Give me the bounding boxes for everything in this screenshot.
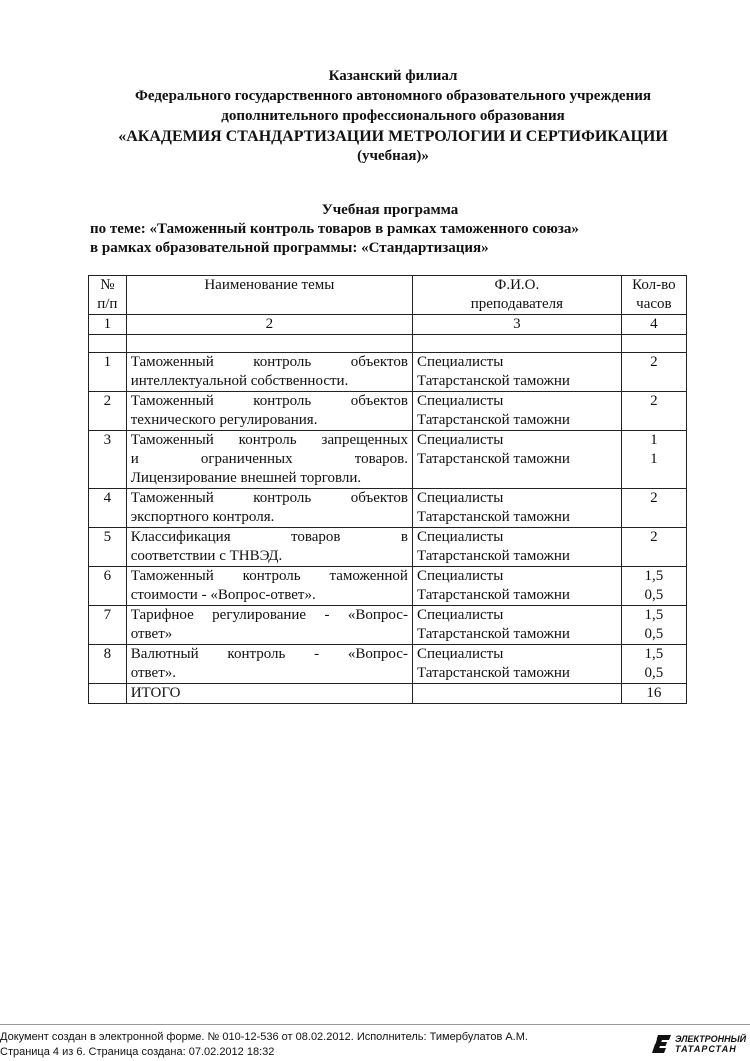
empty-cell bbox=[89, 335, 127, 353]
col-number: 2 bbox=[126, 315, 412, 335]
row-number: 4 bbox=[89, 489, 127, 528]
teacher-line: Специалисты bbox=[416, 432, 504, 448]
topic-line: Таможенный контроль объектов bbox=[130, 354, 408, 370]
teacher-line: Специалисты bbox=[416, 393, 504, 409]
teacher-line: Специалисты bbox=[416, 490, 504, 506]
empty-cell bbox=[89, 684, 127, 704]
topic-line: ответ». bbox=[130, 665, 177, 681]
header-num-sublabel: п/п bbox=[97, 296, 118, 312]
table-row bbox=[89, 431, 687, 489]
topic-line: Лицензирование внешней торговли. bbox=[130, 470, 362, 486]
row-topic bbox=[126, 353, 412, 392]
topic-line: Таможенный контроль запрещенных bbox=[130, 432, 408, 448]
row-hours bbox=[621, 528, 686, 567]
table-row bbox=[89, 606, 687, 645]
document-header bbox=[0, 66, 750, 166]
row-teacher bbox=[412, 489, 621, 528]
program-heading bbox=[90, 201, 690, 258]
row-hours bbox=[621, 392, 686, 431]
teacher-line: Татарстанской таможни bbox=[416, 548, 570, 564]
topic-line: Классификация товаров в bbox=[130, 529, 408, 545]
spacer-row bbox=[89, 335, 687, 353]
electronic-tatarstan-logo-icon bbox=[652, 1033, 672, 1055]
header-institution: Федерального государственного автономного образовательного учреждения bbox=[135, 88, 651, 104]
logo-line1: ЭЛЕКТРОННЫЙ bbox=[675, 1034, 747, 1044]
table-row bbox=[89, 489, 687, 528]
topic-line: экспортного контроля. bbox=[130, 509, 275, 525]
topic-line: и ограниченных товаров. bbox=[130, 451, 408, 467]
header-num-label: № bbox=[100, 277, 115, 293]
topic-line: Таможенный контроль объектов bbox=[130, 490, 408, 506]
row-topic bbox=[126, 489, 412, 528]
header-hours-cell bbox=[621, 276, 686, 315]
header-topic-label: Наименование темы bbox=[204, 277, 335, 293]
teacher-line: Специалисты bbox=[416, 568, 504, 584]
row-topic bbox=[126, 431, 412, 489]
page-footer bbox=[0, 1030, 620, 1060]
header-education-type: дополнительного профессионального образования bbox=[221, 108, 565, 124]
empty-cell bbox=[412, 684, 621, 704]
total-row bbox=[89, 684, 687, 704]
row-number: 8 bbox=[89, 645, 127, 684]
teacher-line: Татарстанской таможни bbox=[416, 451, 570, 467]
teacher-line: Татарстанской таможни bbox=[416, 373, 570, 389]
hours-value: 1 bbox=[650, 432, 658, 448]
row-number: 6 bbox=[89, 567, 127, 606]
hours-value: 2 bbox=[650, 490, 658, 506]
row-teacher bbox=[412, 431, 621, 489]
row-teacher bbox=[412, 353, 621, 392]
table-row bbox=[89, 645, 687, 684]
row-topic bbox=[126, 528, 412, 567]
empty-cell bbox=[621, 335, 686, 353]
header-teacher-cell bbox=[412, 276, 621, 315]
header-branch: Казанский филиал bbox=[328, 68, 458, 84]
topic-line: интеллектуальной собственности. bbox=[130, 373, 349, 389]
hours-value: 1,5 bbox=[644, 646, 664, 662]
hours-value: 1 bbox=[650, 451, 658, 467]
electronic-tatarstan-logo bbox=[652, 1031, 748, 1057]
table-row bbox=[89, 353, 687, 392]
hours-value: 2 bbox=[650, 529, 658, 545]
footer-page-info: Страница 4 из 6. Страница создана: 07.02.2012 18:32 bbox=[0, 1046, 275, 1058]
row-number: 2 bbox=[89, 392, 127, 431]
header-academy-name: «АКАДЕМИЯ СТАНДАРТИЗАЦИИ МЕТРОЛОГИИ И СЕРТИФИКАЦИИ bbox=[118, 128, 668, 145]
topic-rows bbox=[89, 353, 687, 684]
footer-divider bbox=[0, 1024, 750, 1025]
row-topic bbox=[126, 606, 412, 645]
teacher-line: Татарстанской таможни bbox=[416, 412, 570, 428]
header-academy-subtitle: (учебная)» bbox=[357, 148, 429, 164]
header-hours-sublabel: часов bbox=[636, 296, 672, 312]
row-topic bbox=[126, 567, 412, 606]
row-topic bbox=[126, 645, 412, 684]
header-topic-cell bbox=[126, 276, 412, 315]
topic-line: Валютный контроль - «Вопрос- bbox=[130, 646, 408, 662]
row-teacher bbox=[412, 606, 621, 645]
hours-value: 2 bbox=[650, 393, 658, 409]
row-hours bbox=[621, 606, 686, 645]
program-title: Учебная программа bbox=[321, 202, 459, 218]
topic-line: Таможенный контроль таможенной bbox=[130, 568, 408, 584]
row-teacher bbox=[412, 567, 621, 606]
col-number: 1 bbox=[89, 315, 127, 335]
program-scope: в рамках образовательной программы: «Стандартизация» bbox=[90, 240, 489, 256]
empty-cell bbox=[126, 335, 412, 353]
total-hours: 16 bbox=[621, 684, 686, 704]
teacher-line: Татарстанской таможни bbox=[416, 587, 570, 603]
row-number: 1 bbox=[89, 353, 127, 392]
teacher-line: Специалисты bbox=[416, 529, 504, 545]
teacher-line: Специалисты bbox=[416, 607, 504, 623]
row-hours bbox=[621, 353, 686, 392]
header-teacher-sublabel: преподавателя bbox=[470, 296, 564, 312]
col-number: 3 bbox=[412, 315, 621, 335]
row-hours bbox=[621, 567, 686, 606]
row-teacher bbox=[412, 392, 621, 431]
row-hours bbox=[621, 489, 686, 528]
row-hours bbox=[621, 645, 686, 684]
column-number-row bbox=[89, 315, 687, 335]
teacher-line: Специалисты bbox=[416, 354, 504, 370]
topic-line: технического регулирования. bbox=[130, 412, 318, 428]
teacher-line: Специалисты bbox=[416, 646, 504, 662]
row-teacher bbox=[412, 528, 621, 567]
table-header-row bbox=[89, 276, 687, 315]
row-number: 5 bbox=[89, 528, 127, 567]
col-number: 4 bbox=[621, 315, 686, 335]
row-number: 7 bbox=[89, 606, 127, 645]
topic-line: стоимости - «Вопрос-ответ». bbox=[130, 587, 316, 603]
header-teacher-label: Ф.И.О. bbox=[494, 277, 540, 293]
teacher-line: Татарстанской таможни bbox=[416, 626, 570, 642]
topic-line: Тарифное регулирование - «Вопрос- bbox=[130, 607, 408, 623]
hours-value: 2 bbox=[650, 354, 658, 370]
total-label: ИТОГО bbox=[126, 684, 412, 704]
hours-value: 1,5 bbox=[644, 607, 664, 623]
table-row bbox=[89, 392, 687, 431]
topic-line: Таможенный контроль объектов bbox=[130, 393, 408, 409]
teacher-line: Татарстанской таможни bbox=[416, 665, 570, 681]
header-hours-label: Кол-во bbox=[632, 277, 676, 293]
header-num-cell bbox=[89, 276, 127, 315]
row-topic bbox=[126, 392, 412, 431]
topic-line: ответ» bbox=[130, 626, 173, 642]
hours-value: 1,5 bbox=[644, 568, 664, 584]
empty-cell bbox=[412, 335, 621, 353]
curriculum-table bbox=[88, 275, 687, 704]
logo-line2: ТАТАРСТАН bbox=[675, 1044, 737, 1054]
hours-value: 0,5 bbox=[644, 665, 664, 681]
row-hours bbox=[621, 431, 686, 489]
row-teacher bbox=[412, 645, 621, 684]
footer-document-info: Документ создан в электронной форме. № 010-12-536 от 08.02.2012. Исполнитель: Тимербулатов А.М. bbox=[0, 1031, 528, 1043]
program-topic: по теме: «Таможенный контроль товаров в рамках таможенного союза» bbox=[90, 221, 579, 237]
table-row bbox=[89, 528, 687, 567]
table-row bbox=[89, 567, 687, 606]
topic-line: соответствии с ТНВЭД. bbox=[130, 548, 283, 564]
hours-value: 0,5 bbox=[644, 626, 664, 642]
teacher-line: Татарстанской таможни bbox=[416, 509, 570, 525]
logo-text bbox=[675, 1034, 746, 1054]
hours-value: 0,5 bbox=[644, 587, 664, 603]
row-number: 3 bbox=[89, 431, 127, 489]
